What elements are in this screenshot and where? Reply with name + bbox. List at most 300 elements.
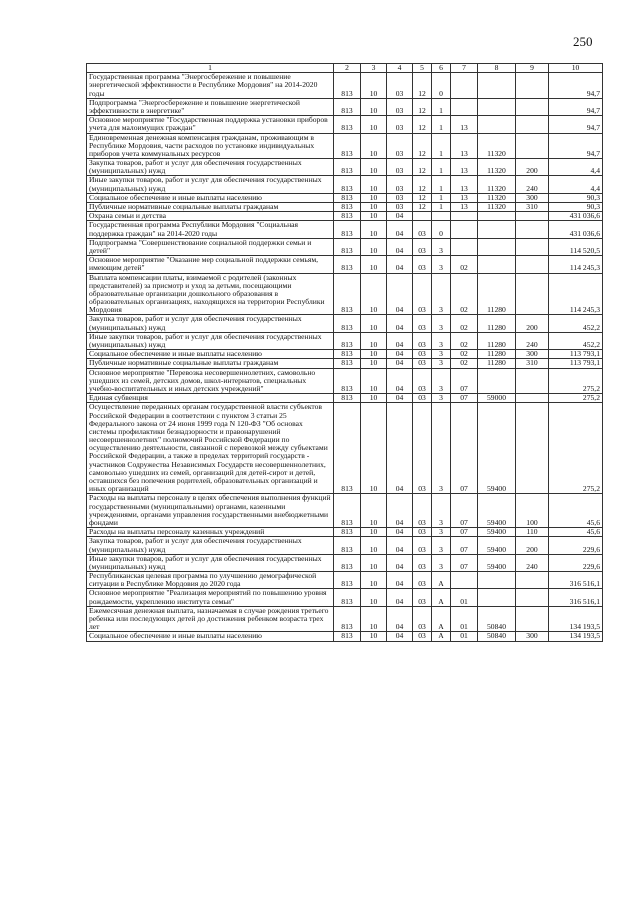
row-code-c7: 07 [451, 537, 478, 554]
table-row [87, 350, 603, 359]
table-row [87, 359, 603, 368]
row-code-c2: 813 [334, 332, 361, 349]
budget-table [86, 63, 603, 642]
row-code-c6: 0 [432, 73, 451, 99]
row-name: Иные закупки товаров, работ и услуг для обеспечения государственных (муниципальных) нужд [87, 176, 334, 193]
table-row [87, 256, 603, 273]
row-code-c3: 10 [361, 273, 387, 315]
row-code-c7: 07 [451, 528, 478, 537]
row-code-c2: 813 [334, 212, 361, 221]
row-code-c5: 03 [413, 632, 432, 641]
table-row [87, 212, 603, 221]
row-code-c8 [478, 212, 516, 221]
row-code-c2: 813 [334, 256, 361, 273]
table-row [87, 133, 603, 159]
table-row [87, 403, 603, 494]
row-code-c3: 10 [361, 554, 387, 571]
row-code-c3: 10 [361, 221, 387, 238]
table-row [87, 193, 603, 202]
row-code-c7: 01 [451, 632, 478, 641]
row-name: Публичные нормативные социальные выплаты гражданам [87, 359, 334, 368]
row-code-c8: 50840 [478, 632, 516, 641]
row-code-c5: 03 [413, 394, 432, 403]
row-code-c8: 11280 [478, 273, 516, 315]
row-code-c8: 59400 [478, 403, 516, 494]
row-code-c9 [516, 256, 549, 273]
row-name: Основное мероприятие "Перевозка несовершеннолетних, самовольно ушедших из семей, детских домов, школ-интернатов, специальных учебно-воспитательных и иных детских учреждений" [87, 368, 334, 394]
row-code-c6: 3 [432, 238, 451, 255]
row-code-c7 [451, 73, 478, 99]
page-number: 250 [573, 34, 593, 49]
row-code-c4: 03 [387, 133, 413, 159]
table-row [87, 606, 603, 632]
row-name: Публичные нормативные социальные выплаты гражданам [87, 203, 334, 212]
row-name: Социальное обеспечение и иные выплаты населению [87, 193, 334, 202]
row-code-c8 [478, 98, 516, 115]
row-code-c9: 110 [516, 528, 549, 537]
row-name: Ежемесячная денежная выплата, назначаемая в случае рождения третьего ребенка или последующих детей до достижения ребенком возраста трех лет [87, 606, 334, 632]
row-name: Государственная программа "Энергосбережение и повышение энергетической эффективности в Республике Мордовия" на 2014-2020 годы [87, 73, 334, 99]
row-code-c9: 200 [516, 159, 549, 176]
row-code-c9: 310 [516, 203, 549, 212]
row-name: Социальное обеспечение и иные выплаты населению [87, 632, 334, 641]
table-row [87, 554, 603, 571]
row-code-c8: 11320 [478, 203, 516, 212]
row-code-c6: 1 [432, 98, 451, 115]
row-code-c6: А [432, 632, 451, 641]
row-code-c2: 813 [334, 116, 361, 133]
row-code-c3: 10 [361, 133, 387, 159]
row-code-c2: 813 [334, 133, 361, 159]
row-code-c9 [516, 589, 549, 606]
row-code-c7: 02 [451, 359, 478, 368]
row-code-c6: 1 [432, 193, 451, 202]
row-code-c2: 813 [334, 315, 361, 332]
row-code-c8: 11320 [478, 159, 516, 176]
row-code-c4: 04 [387, 368, 413, 394]
row-code-c8: 11280 [478, 359, 516, 368]
row-code-c6: 3 [432, 256, 451, 273]
row-code-c4: 03 [387, 98, 413, 115]
row-code-c2: 813 [334, 554, 361, 571]
row-code-c3: 10 [361, 359, 387, 368]
row-code-c2: 813 [334, 537, 361, 554]
table-row [87, 176, 603, 193]
row-code-c7: 13 [451, 133, 478, 159]
row-code-c9 [516, 212, 549, 221]
row-name: Основное мероприятие "Реализация мероприятий по повышению уровня рождаемости, укреплению института семьи" [87, 589, 334, 606]
row-code-c9: 300 [516, 350, 549, 359]
row-code-c4: 04 [387, 528, 413, 537]
row-code-c9 [516, 238, 549, 255]
row-amount: 452,2 [549, 315, 603, 332]
row-code-c3: 10 [361, 73, 387, 99]
row-code-c4: 04 [387, 632, 413, 641]
row-code-c9 [516, 221, 549, 238]
row-code-c6: 3 [432, 494, 451, 528]
row-amount: 94,7 [549, 133, 603, 159]
row-code-c2: 813 [334, 368, 361, 394]
row-code-c5: 12 [413, 98, 432, 115]
row-code-c5: 03 [413, 273, 432, 315]
table-row [87, 238, 603, 255]
row-code-c4: 04 [387, 606, 413, 632]
table-row [87, 394, 603, 403]
row-code-c8 [478, 221, 516, 238]
row-code-c3: 10 [361, 589, 387, 606]
col-header: 8 [478, 64, 516, 73]
row-name: Охрана семьи и детства [87, 212, 334, 221]
row-code-c6: 3 [432, 368, 451, 394]
row-code-c8 [478, 368, 516, 394]
row-amount: 229,6 [549, 554, 603, 571]
row-code-c5: 03 [413, 350, 432, 359]
table-row [87, 589, 603, 606]
row-code-c8: 59400 [478, 494, 516, 528]
row-code-c7 [451, 212, 478, 221]
row-code-c6: А [432, 606, 451, 632]
row-code-c5: 03 [413, 315, 432, 332]
row-code-c4: 03 [387, 193, 413, 202]
row-amount: 4,4 [549, 176, 603, 193]
row-code-c4: 04 [387, 494, 413, 528]
table-row [87, 273, 603, 315]
row-code-c3: 10 [361, 315, 387, 332]
row-code-c6: 3 [432, 332, 451, 349]
row-code-c7: 13 [451, 159, 478, 176]
row-code-c5: 03 [413, 332, 432, 349]
row-code-c7: 02 [451, 350, 478, 359]
row-code-c3: 10 [361, 537, 387, 554]
row-code-c4: 04 [387, 359, 413, 368]
row-code-c2: 813 [334, 632, 361, 641]
row-code-c4: 04 [387, 537, 413, 554]
row-code-c7: 01 [451, 606, 478, 632]
row-code-c7: 07 [451, 394, 478, 403]
row-code-c4: 04 [387, 238, 413, 255]
row-code-c4: 03 [387, 159, 413, 176]
table-body [87, 73, 603, 641]
row-code-c3: 10 [361, 394, 387, 403]
row-code-c3: 10 [361, 332, 387, 349]
table-row [87, 572, 603, 589]
row-code-c8: 59400 [478, 528, 516, 537]
row-code-c3: 10 [361, 159, 387, 176]
row-code-c4: 04 [387, 394, 413, 403]
row-code-c2: 813 [334, 350, 361, 359]
table-row [87, 203, 603, 212]
row-code-c2: 813 [334, 589, 361, 606]
row-code-c2: 813 [334, 73, 361, 99]
row-code-c8: 50840 [478, 606, 516, 632]
row-code-c6: 3 [432, 537, 451, 554]
row-code-c7: 13 [451, 176, 478, 193]
row-code-c6: 1 [432, 116, 451, 133]
table-row [87, 494, 603, 528]
row-code-c2: 813 [334, 159, 361, 176]
row-code-c7: 02 [451, 315, 478, 332]
row-code-c8: 11320 [478, 193, 516, 202]
row-code-c9 [516, 116, 549, 133]
row-amount: 316 516,1 [549, 589, 603, 606]
row-code-c5: 03 [413, 554, 432, 571]
row-name: Расходы на выплаты персоналу в целях обеспечения выполнения функций государственными (муниципальными) органами, казенными учреждениями, органами управления государственными внебюджетными фондами [87, 494, 334, 528]
row-code-c2: 813 [334, 238, 361, 255]
row-code-c5: 03 [413, 528, 432, 537]
row-code-c8: 11280 [478, 315, 516, 332]
row-code-c9: 300 [516, 193, 549, 202]
row-amount: 90,3 [549, 203, 603, 212]
row-code-c5: 12 [413, 73, 432, 99]
row-code-c3: 10 [361, 256, 387, 273]
row-code-c9: 240 [516, 332, 549, 349]
row-code-c5: 12 [413, 176, 432, 193]
row-code-c6: 3 [432, 554, 451, 571]
table-row [87, 632, 603, 641]
row-code-c7: 07 [451, 403, 478, 494]
row-code-c6 [432, 212, 451, 221]
table-row [87, 159, 603, 176]
row-code-c2: 813 [334, 176, 361, 193]
row-code-c8: 59400 [478, 537, 516, 554]
row-amount: 114 245,3 [549, 256, 603, 273]
row-code-c5: 03 [413, 606, 432, 632]
row-code-c3: 10 [361, 203, 387, 212]
row-code-c5: 03 [413, 494, 432, 528]
row-amount: 229,6 [549, 537, 603, 554]
row-code-c6: А [432, 572, 451, 589]
row-amount: 275,2 [549, 403, 603, 494]
row-code-c4: 03 [387, 73, 413, 99]
row-code-c3: 10 [361, 176, 387, 193]
row-code-c5: 12 [413, 116, 432, 133]
row-code-c5: 03 [413, 238, 432, 255]
row-code-c5: 03 [413, 256, 432, 273]
row-code-c3: 10 [361, 632, 387, 641]
row-amount: 4,4 [549, 159, 603, 176]
row-name: Иные закупки товаров, работ и услуг для обеспечения государственных (муниципальных) нужд [87, 554, 334, 571]
row-code-c6: 3 [432, 315, 451, 332]
row-name: Расходы на выплаты персоналу казенных учреждений [87, 528, 334, 537]
row-name: Осуществление переданных органам государственной власти субъектов Российской Федерации в соответствии с пунктом 3 статьи 25 Федерального закона от 24 июня 1999 года N 120-ФЗ "Об основах системы профилактики безнадзорности и правонарушений несовершеннолетних" полномочий Российской Федерации по осуществлению деятельности, связанной с перевозкой между субъектами Российской Федерации, а также в пределах территорий государств - участников Содружества Независимых Государств несовершеннолетних, самовольно ушедших из семей, организаций для детей-сирот и детей, оставшихся без попечения родителей, образовательных организаций и иных организаций [87, 403, 334, 494]
row-code-c5: 03 [413, 403, 432, 494]
row-code-c7: 01 [451, 589, 478, 606]
row-code-c7: 13 [451, 203, 478, 212]
row-code-c9 [516, 133, 549, 159]
col-header: 2 [334, 64, 361, 73]
col-header: 9 [516, 64, 549, 73]
row-amount: 113 793,1 [549, 350, 603, 359]
row-amount: 94,7 [549, 98, 603, 115]
row-code-c5: 03 [413, 589, 432, 606]
row-code-c3: 10 [361, 606, 387, 632]
row-code-c4: 04 [387, 332, 413, 349]
row-amount: 316 516,1 [549, 572, 603, 589]
row-amount: 452,2 [549, 332, 603, 349]
row-code-c4: 04 [387, 403, 413, 494]
row-amount: 90,3 [549, 193, 603, 202]
row-code-c3: 10 [361, 350, 387, 359]
row-amount: 431 036,6 [549, 212, 603, 221]
row-code-c9: 200 [516, 537, 549, 554]
row-code-c5: 03 [413, 537, 432, 554]
table-row [87, 332, 603, 349]
row-code-c3: 10 [361, 238, 387, 255]
row-code-c4: 04 [387, 221, 413, 238]
row-code-c8 [478, 589, 516, 606]
row-name: Республиканская целевая программа по улучшению демографической ситуации в Республике Мордовия до 2020 года [87, 572, 334, 589]
row-code-c5: 12 [413, 193, 432, 202]
row-name: Социальное обеспечение и иные выплаты населению [87, 350, 334, 359]
table-row [87, 537, 603, 554]
row-code-c8 [478, 238, 516, 255]
row-code-c8: 11320 [478, 133, 516, 159]
col-header: 3 [361, 64, 387, 73]
row-code-c7 [451, 221, 478, 238]
row-amount: 114 245,3 [549, 273, 603, 315]
row-amount: 45,6 [549, 494, 603, 528]
table-row [87, 116, 603, 133]
row-code-c9 [516, 98, 549, 115]
row-code-c7: 02 [451, 273, 478, 315]
row-name: Государственная программа Республики Мордовия "Социальная поддержка граждан" на 2014-2020 годы [87, 221, 334, 238]
col-header: 7 [451, 64, 478, 73]
row-code-c4: 04 [387, 256, 413, 273]
row-code-c9 [516, 273, 549, 315]
row-code-c7: 07 [451, 554, 478, 571]
row-code-c7: 07 [451, 368, 478, 394]
row-code-c8: 11280 [478, 350, 516, 359]
row-amount: 94,7 [549, 116, 603, 133]
row-code-c8 [478, 572, 516, 589]
row-code-c8: 11320 [478, 176, 516, 193]
row-code-c7: 13 [451, 193, 478, 202]
row-name: Единая субвенция [87, 394, 334, 403]
row-code-c4: 04 [387, 554, 413, 571]
row-name: Основное мероприятие "Государственная поддержка установки приборов учета для малоимущих граждан" [87, 116, 334, 133]
row-code-c6: 3 [432, 273, 451, 315]
row-code-c2: 813 [334, 221, 361, 238]
row-amount: 275,2 [549, 368, 603, 394]
row-code-c4: 04 [387, 212, 413, 221]
row-code-c4: 04 [387, 350, 413, 359]
row-code-c9 [516, 572, 549, 589]
row-code-c6: 3 [432, 394, 451, 403]
row-code-c8: 59000 [478, 394, 516, 403]
row-code-c7 [451, 572, 478, 589]
row-code-c6: 3 [432, 359, 451, 368]
row-code-c6: 3 [432, 528, 451, 537]
row-code-c6: 1 [432, 176, 451, 193]
row-amount: 134 193,5 [549, 606, 603, 632]
col-header: 6 [432, 64, 451, 73]
row-code-c4: 04 [387, 589, 413, 606]
row-code-c9 [516, 73, 549, 99]
row-code-c6: 1 [432, 133, 451, 159]
row-code-c3: 10 [361, 116, 387, 133]
table-row [87, 73, 603, 99]
row-code-c5: 12 [413, 203, 432, 212]
row-code-c6: 1 [432, 203, 451, 212]
row-amount: 134 193,5 [549, 632, 603, 641]
row-code-c5: 03 [413, 221, 432, 238]
row-code-c7 [451, 238, 478, 255]
row-code-c6: 0 [432, 221, 451, 238]
row-code-c8 [478, 256, 516, 273]
row-code-c9 [516, 394, 549, 403]
row-code-c4: 03 [387, 176, 413, 193]
row-code-c2: 813 [334, 98, 361, 115]
row-code-c5: 03 [413, 359, 432, 368]
row-code-c2: 813 [334, 203, 361, 212]
col-header: 4 [387, 64, 413, 73]
row-code-c2: 813 [334, 359, 361, 368]
row-code-c3: 10 [361, 368, 387, 394]
row-code-c5: 03 [413, 572, 432, 589]
row-code-c5: 12 [413, 159, 432, 176]
row-code-c2: 813 [334, 606, 361, 632]
row-code-c2: 813 [334, 193, 361, 202]
row-code-c9: 240 [516, 176, 549, 193]
row-code-c2: 813 [334, 394, 361, 403]
row-name: Выплата компенсации платы, взимаемой с родителей (законных представителей) за присмотр и уход за детьми, посещающими образовательные организации дошкольного образования в образовательных организациях, находящихся на территории Республики Мордовия [87, 273, 334, 315]
row-code-c6: 3 [432, 403, 451, 494]
row-code-c3: 10 [361, 98, 387, 115]
row-name: Иные закупки товаров, работ и услуг для обеспечения государственных (муниципальных) нужд [87, 332, 334, 349]
row-name: Основное мероприятие "Оказание мер социальной поддержки семьям, имеющим детей" [87, 256, 334, 273]
row-code-c6: 1 [432, 159, 451, 176]
table-row [87, 368, 603, 394]
col-header: 10 [549, 64, 603, 73]
table-row [87, 528, 603, 537]
row-code-c2: 813 [334, 528, 361, 537]
row-code-c9 [516, 403, 549, 494]
row-code-c2: 813 [334, 273, 361, 315]
col-header: 1 [87, 64, 334, 73]
row-code-c3: 10 [361, 572, 387, 589]
row-amount: 275,2 [549, 394, 603, 403]
row-amount: 113 793,1 [549, 359, 603, 368]
row-code-c7: 02 [451, 332, 478, 349]
row-name: Подпрограмма "Совершенствование социальной поддержки семьи и детей" [87, 238, 334, 255]
row-code-c4: 04 [387, 572, 413, 589]
row-name: Закупка товаров, работ и услуг для обеспечения государственных (муниципальных) нужд [87, 315, 334, 332]
row-code-c9: 200 [516, 315, 549, 332]
row-amount: 45,6 [549, 528, 603, 537]
table-row [87, 98, 603, 115]
row-code-c4: 03 [387, 203, 413, 212]
row-code-c4: 04 [387, 315, 413, 332]
row-code-c9 [516, 606, 549, 632]
row-code-c3: 10 [361, 212, 387, 221]
row-code-c5: 12 [413, 133, 432, 159]
row-code-c8: 11280 [478, 332, 516, 349]
row-name: Подпрограмма "Энергосбережение и повышение энергетической эффективности в энергетике" [87, 98, 334, 115]
row-name: Единовременная денежная компенсация гражданам, проживающим в Республике Мордовия, части расходов по установке индивидуальных приборов учета коммунальных ресурсов [87, 133, 334, 159]
row-code-c9: 100 [516, 494, 549, 528]
row-code-c6: А [432, 589, 451, 606]
row-code-c9: 310 [516, 359, 549, 368]
table-row [87, 315, 603, 332]
row-code-c9: 240 [516, 554, 549, 571]
row-code-c2: 813 [334, 572, 361, 589]
row-code-c7: 13 [451, 116, 478, 133]
col-header: 5 [413, 64, 432, 73]
row-name: Закупка товаров, работ и услуг для обеспечения государственных (муниципальных) нужд [87, 159, 334, 176]
row-code-c8 [478, 116, 516, 133]
row-code-c2: 813 [334, 403, 361, 494]
row-code-c9 [516, 368, 549, 394]
